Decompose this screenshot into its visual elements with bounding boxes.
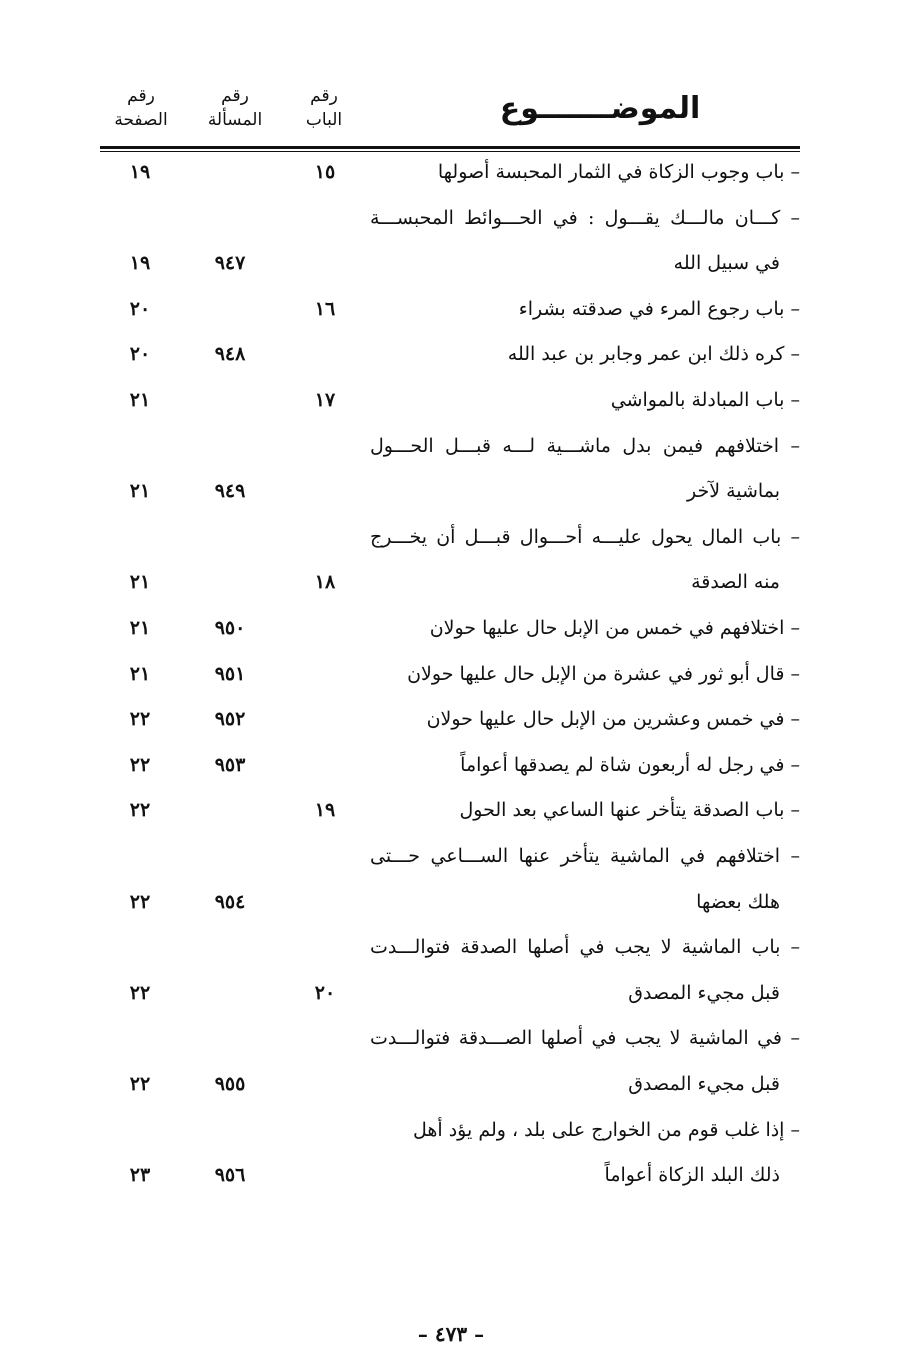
index-row xyxy=(0,560,902,604)
entry-issue-number: ٩٥١ xyxy=(214,662,246,685)
index-row xyxy=(0,743,902,787)
index-row xyxy=(0,834,902,878)
entry-issue-number xyxy=(190,560,270,604)
entry-issue-number xyxy=(190,378,270,422)
entry-chapter-number xyxy=(290,332,360,376)
entry-issue-number xyxy=(190,150,270,194)
index-row xyxy=(0,1062,902,1106)
header-issue-number xyxy=(190,84,280,132)
entry-chapter-number: ١٦ xyxy=(314,297,336,320)
entry-title: – باب وجوب الزكاة في الثمار المحبسة أصولها xyxy=(437,161,800,183)
index-row xyxy=(0,332,902,376)
entry-page-number: ٢٣ xyxy=(129,1164,151,1187)
entry-title: – اختلافهم في خمس من الإبل حال عليها حولان xyxy=(429,617,800,639)
entry-chapter-number xyxy=(290,424,360,468)
entry-page-number: ٢١ xyxy=(129,662,151,685)
entry-page-number: ٢٠ xyxy=(129,297,151,320)
index-row xyxy=(0,196,902,240)
entry-title: – في خمس وعشرين من الإبل حال عليها حولان xyxy=(426,708,800,731)
entry-chapter-number xyxy=(290,196,360,240)
table-header xyxy=(0,82,902,142)
entry-title: – اختلافهم فيمن بدل ماشـــية لـــه قبـــل الحـــول xyxy=(370,434,800,457)
index-row xyxy=(0,424,902,468)
header-chapter-number xyxy=(284,84,364,132)
entry-chapter-number: ١٥ xyxy=(314,161,336,183)
header-issue-line1: رقم xyxy=(221,86,249,106)
entry-page-number: ١٩ xyxy=(129,161,151,183)
entry-issue-number: ٩٤٨ xyxy=(214,343,246,366)
entry-chapter-number xyxy=(290,834,360,878)
entry-chapter-number xyxy=(290,1016,360,1060)
entry-chapter-number: ١٧ xyxy=(314,389,336,411)
entry-title: ذلك البلد الزكاة أعواماً xyxy=(604,1164,780,1187)
index-row xyxy=(0,606,902,650)
entry-chapter-number xyxy=(290,652,360,696)
entry-title: – باب المبادلة بالمواشي xyxy=(610,389,800,411)
header-chapter-line2: الباب xyxy=(305,110,343,130)
entry-issue-number xyxy=(190,971,270,1015)
index-row xyxy=(0,469,902,513)
index-row xyxy=(0,287,902,331)
entry-chapter-number xyxy=(290,1108,360,1152)
entry-title: قبل مجيء المصدق xyxy=(628,981,780,1004)
header-page-line2: الصفحة xyxy=(114,110,168,130)
entry-chapter-number xyxy=(290,697,360,741)
entry-issue-number xyxy=(190,834,270,878)
entry-title: قبل مجيء المصدق xyxy=(628,1073,780,1095)
entry-issue-number: ٩٥٥ xyxy=(214,1073,246,1095)
entry-page-number xyxy=(100,515,180,559)
entry-title: – في الماشية لا يجب في أصلها الصـــدقة فتوالـــدت xyxy=(370,1027,800,1050)
entry-title: – في رجل له أربعون شاة لم يصدقها أعواماً xyxy=(460,753,800,776)
entry-issue-number: ٩٥٤ xyxy=(214,890,246,913)
entry-page-number: ٢٢ xyxy=(129,1073,151,1095)
entry-issue-number xyxy=(190,196,270,240)
header-page-number xyxy=(96,84,186,132)
entry-page-number: ٢٢ xyxy=(129,981,151,1004)
entry-chapter-number xyxy=(290,515,360,559)
header-divider-thick xyxy=(100,146,800,149)
entry-page-number xyxy=(100,834,180,878)
entry-title: في سبيل الله xyxy=(673,252,780,275)
entry-issue-number xyxy=(190,1016,270,1060)
header-page-line1: رقم xyxy=(127,86,155,106)
entry-chapter-number xyxy=(290,606,360,650)
entry-title: بماشية لآخر xyxy=(686,480,780,503)
entry-chapter-number xyxy=(290,925,360,969)
header-chapter-line1: رقم xyxy=(310,86,338,106)
entry-page-number: ١٩ xyxy=(129,252,151,275)
entry-issue-number: ٩٥٢ xyxy=(214,708,246,731)
index-row xyxy=(0,971,902,1015)
entry-issue-number: ٩٥٠ xyxy=(214,617,246,639)
entry-page-number xyxy=(100,424,180,468)
entry-issue-number: ٩٥٣ xyxy=(214,753,246,776)
entry-chapter-number xyxy=(290,743,360,787)
entry-chapter-number: ١٩ xyxy=(314,799,336,822)
entry-issue-number xyxy=(190,925,270,969)
entry-chapter-number xyxy=(290,1062,360,1106)
page-number: – ٤٧٣ – xyxy=(417,1322,485,1346)
entry-page-number: ٢١ xyxy=(129,617,151,639)
entry-issue-number xyxy=(190,515,270,559)
entry-chapter-number xyxy=(290,880,360,924)
index-row xyxy=(0,241,902,285)
entry-title: – كـــان مالـــك يقـــول : في الحـــوائط المحبســـة xyxy=(370,206,800,229)
entry-issue-number xyxy=(190,1108,270,1152)
entry-title: – كره ذلك ابن عمر وجابر بن عبد الله xyxy=(507,343,800,366)
entry-title: – باب المال يحول عليـــه أحـــوال قبـــل أن يخـــرج xyxy=(370,525,800,548)
index-row xyxy=(0,925,902,969)
header-topic: الموضـــــــوع xyxy=(499,91,701,126)
entry-issue-number xyxy=(190,788,270,832)
entry-title: – اختلافهم في الماشية يتأخر عنها الســـاعي حـــتى xyxy=(370,845,800,867)
entry-chapter-number xyxy=(290,241,360,285)
entry-title: – باب رجوع المرء في صدقته بشراء xyxy=(518,297,800,320)
entry-page-number: ٢١ xyxy=(129,571,151,594)
entry-chapter-number: ١٨ xyxy=(314,571,336,594)
entry-page-number: ٢٢ xyxy=(129,708,151,731)
entry-chapter-number: ٢٠ xyxy=(314,981,336,1004)
entry-title: منه الصدقة xyxy=(691,571,780,594)
index-row xyxy=(0,1108,902,1152)
index-row xyxy=(0,378,902,422)
entry-chapter-number xyxy=(290,1153,360,1197)
entry-page-number: ٢٢ xyxy=(129,753,151,776)
entry-issue-number xyxy=(190,424,270,468)
index-row xyxy=(0,1016,902,1060)
entry-chapter-number xyxy=(290,469,360,513)
index-row xyxy=(0,652,902,696)
entry-page-number xyxy=(100,1108,180,1152)
entry-title: – قال أبو ثور في عشرة من الإبل حال عليها حولان xyxy=(407,662,800,685)
entry-page-number: ٢٠ xyxy=(129,343,151,366)
header-issue-line2: المسألة xyxy=(207,110,263,130)
entry-title: – باب الصدقة يتأخر عنها الساعي بعد الحول xyxy=(459,799,800,822)
entry-issue-number: ٩٤٧ xyxy=(214,252,246,275)
entry-issue-number: ٩٤٩ xyxy=(214,480,246,503)
entry-page-number xyxy=(100,1016,180,1060)
entry-issue-number xyxy=(190,287,270,331)
entry-page-number xyxy=(100,925,180,969)
entry-issue-number: ٩٥٦ xyxy=(214,1164,246,1187)
entry-page-number: ٢١ xyxy=(129,480,151,503)
entry-page-number: ٢٢ xyxy=(129,799,151,822)
index-row xyxy=(0,515,902,559)
index-row xyxy=(0,880,902,924)
index-row xyxy=(0,1153,902,1197)
entry-title: هلك بعضها xyxy=(696,890,780,913)
index-row xyxy=(0,788,902,832)
entry-title: – إذا غلب قوم من الخوارج على بلد ، ولم يؤد أهل xyxy=(412,1118,800,1141)
entry-page-number xyxy=(100,196,180,240)
entry-page-number: ٢١ xyxy=(129,389,151,411)
entry-title: – باب الماشية لا يجب في أصلها الصدقة فتوالـــدت xyxy=(370,936,800,959)
entry-page-number: ٢٢ xyxy=(129,890,151,913)
index-row xyxy=(0,697,902,741)
index-row xyxy=(0,150,902,194)
